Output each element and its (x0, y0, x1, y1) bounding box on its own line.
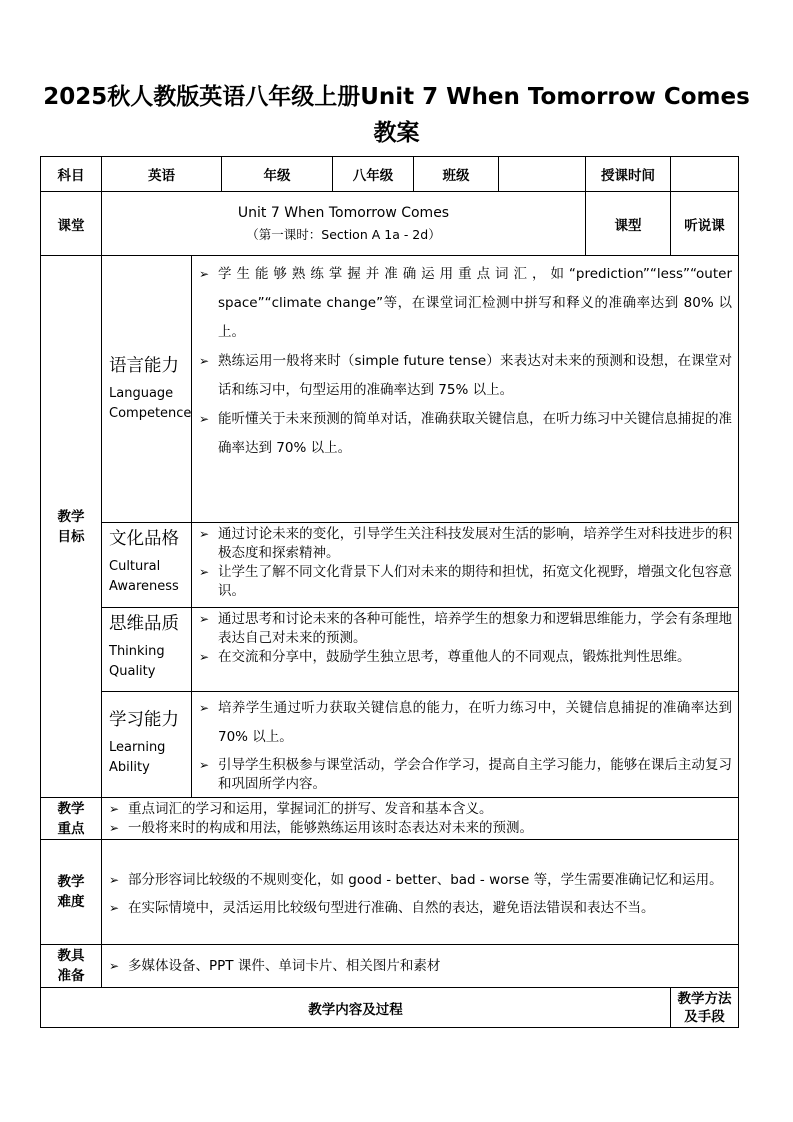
list-item: ➢ 一般将来时的构成和用法，能够熟练运用该时态表达对未来的预测。 (102, 819, 738, 838)
objective-items-culture (192, 523, 739, 608)
lesson-title-cell (102, 192, 586, 256)
objective-row-learning (41, 692, 739, 798)
list-item: ➢ 在交流和分享中，鼓励学生独立思考，尊重他人的不同观点，锻炼批判性思维。 (192, 648, 738, 667)
difficulties-label: 教学 难度 (41, 840, 102, 945)
difficulties-items (102, 840, 739, 945)
objective-items-learning (192, 692, 739, 798)
objective-items-thinking (192, 608, 739, 692)
objective-row-thinking (41, 608, 739, 692)
grade-value: 八年级 (333, 157, 414, 192)
list-item: ➢ 通过讨论未来的变化，引导学生关注科技发展对生活的影响，培养学生对科技进步的积极态度和探索精神。 (192, 525, 738, 563)
objectives-label: 教学 目标 (41, 256, 102, 798)
lesson-plan-table (40, 156, 739, 1028)
list-item: ➢ 部分形容词比较级的不规则变化，如 good - better、bad - worse 等，学生需要准确记忆和运用。 (102, 866, 738, 895)
class-value (499, 157, 586, 192)
list-item: ➢ 多媒体设备、PPT 课件、单词卡片、相关图片和素材 (102, 957, 738, 976)
list-item: ➢ 培养学生通过听力获取关键信息的能力，在听力练习中，关键信息捕捉的准确率达到 70% 以上。 (192, 694, 738, 752)
list-item: ➢ 熟练运用一般将来时（simple future tense）来表达对未来的预测和设想，在课堂对话和练习中，句型运用的准确率达到 75% 以上。 (192, 347, 738, 405)
grade-label: 年级 (222, 157, 333, 192)
objective-category-language: 语言能力 Language Competence (102, 256, 192, 523)
list-item: ➢ 让学生了解不同文化背景下人们对未来的期待和担忧，拓宽文化视野，增强文化包容意识。 (192, 563, 738, 601)
list-item: ➢ 通过思考和讨论未来的各种可能性，培养学生的想象力和逻辑思维能力，学会有条理地表达自己对未来的预测。 (192, 610, 738, 648)
class-label: 班级 (414, 157, 499, 192)
subject-value: 英语 (102, 157, 222, 192)
list-item: ➢ 引导学生积极参与课堂活动，学会合作学习，提高自主学习能力，能够在课后主动复习和巩固所学内容。 (192, 756, 738, 794)
method-label: 教学方法 及手段 (671, 988, 739, 1028)
document-title-line2: 教案 (373, 120, 420, 146)
tools-label: 教具 准备 (41, 945, 102, 988)
key-points-row (41, 798, 739, 840)
process-content-label: 教学内容及过程 (41, 988, 671, 1028)
type-value: 听说课 (671, 192, 739, 256)
difficulties-row (41, 840, 739, 945)
objective-category-thinking: 思维品质 Thinking Quality (102, 608, 192, 692)
objective-category-culture: 文化品格 Cultural Awareness (102, 523, 192, 608)
time-value (671, 157, 739, 192)
tools-items (102, 945, 739, 988)
list-item: ➢ 在实际情境中，灵活运用比较级句型进行准确、自然的表达，避免语法错误和表达不当。 (102, 899, 738, 918)
list-item: ➢ 重点词汇的学习和运用，掌握词汇的拼写、发音和基本含义。 (102, 800, 738, 819)
time-label: 授课时间 (586, 157, 671, 192)
objective-items-language (192, 256, 739, 523)
lesson-info: （第一课时：Section A 1a - 2d） (246, 226, 441, 242)
type-label: 课型 (586, 192, 671, 256)
process-header-row (41, 988, 739, 1028)
objective-row-culture (41, 523, 739, 608)
lesson-row (41, 192, 739, 256)
key-points-items (102, 798, 739, 840)
key-points-label: 教学 重点 (41, 798, 102, 840)
tools-row (41, 945, 739, 988)
objective-category-learning: 学习能力 Learning Ability (102, 692, 192, 798)
lesson-label: 课堂 (41, 192, 102, 256)
subject-label: 科目 (41, 157, 102, 192)
document-title: 2025秋人教版英语八年级上册Unit 7 When Tomorrow Comes (43, 84, 750, 110)
list-item: ➢ 学生能够熟练掌握并准确运用重点词汇，如“prediction”“less”“outer space”“climate change”等，在课堂词汇检测中拼写和释义的准确率达到 80% 以上。 (192, 260, 738, 347)
unit-title: Unit 7 When Tomorrow Comes (237, 204, 450, 221)
list-item: ➢ 能听懂关于未来预测的简单对话，准确获取关键信息，在听力练习中关键信息捕捉的准确率达到 70% 以上。 (192, 405, 738, 463)
objective-row-language (41, 256, 739, 523)
header-row (41, 157, 739, 192)
